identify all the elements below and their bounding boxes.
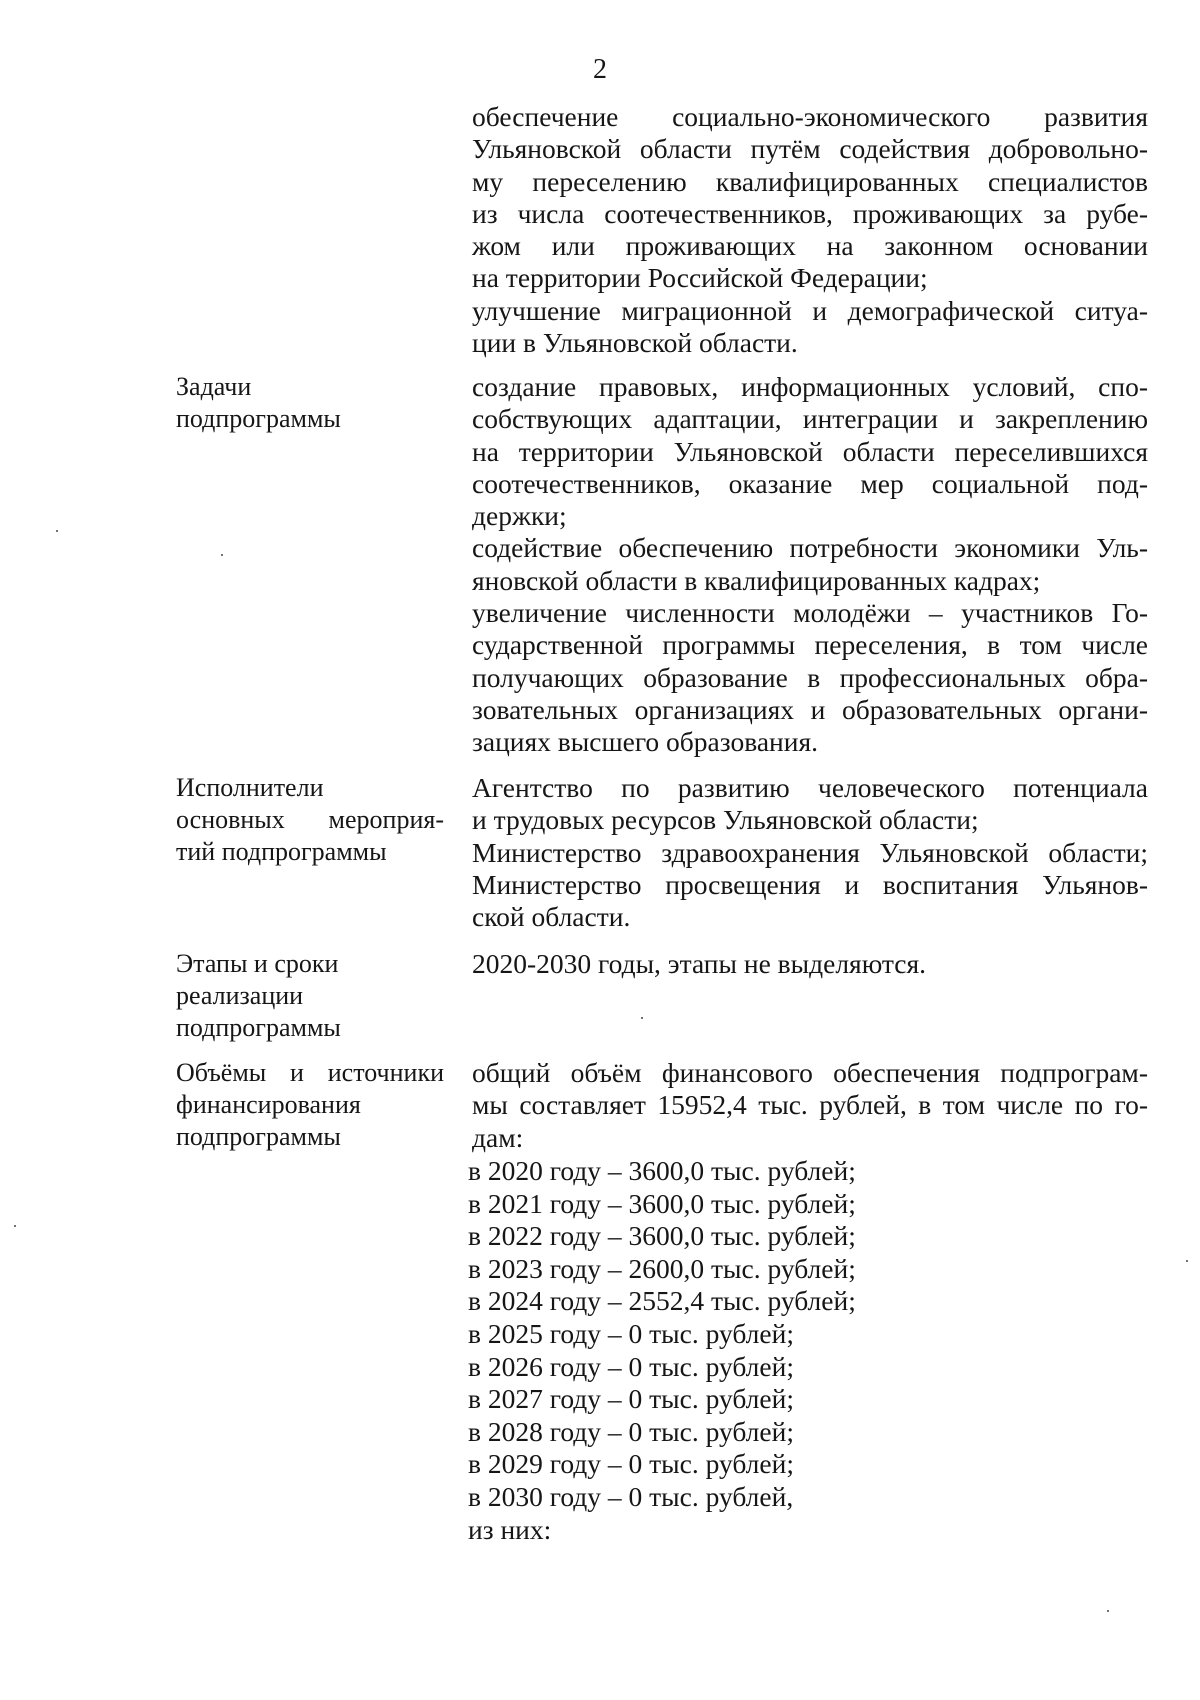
stages-text — [472, 948, 1148, 980]
label-line: Исполнители — [176, 773, 324, 802]
funding-text — [472, 1057, 1148, 1154]
text-line: сударственной программы переселения, в том числе — [472, 629, 1148, 661]
text-line: содействие обеспечению потребности экономики Уль- — [472, 532, 1148, 564]
text-line: Ульяновской области путём содействия добровольно- — [472, 133, 1148, 165]
year-funding-item: в 2028 году – 0 тыс. рублей; — [468, 1415, 794, 1447]
year-funding-item: в 2029 году – 0 тыс. рублей; — [468, 1448, 794, 1480]
text-line: ции в Ульяновской области. — [472, 327, 798, 359]
tasks-text — [472, 371, 1148, 759]
year-funding-item: в 2022 году – 3600,0 тыс. рублей; — [468, 1220, 856, 1252]
label-line: подпрограммы — [176, 404, 341, 433]
scan-speck — [221, 554, 223, 556]
scan-speck — [56, 530, 58, 532]
text-line: собствующих адаптации, интеграции и закреплению — [472, 403, 1148, 435]
year-funding-item: в 2023 году – 2600,0 тыс. рублей; — [468, 1252, 856, 1284]
executors-text — [472, 772, 1148, 933]
funding-years-list — [468, 1155, 856, 1546]
scan-speck — [1186, 1260, 1188, 1262]
year-funding-item: в 2024 году – 2552,4 тыс. рублей; — [468, 1285, 856, 1317]
executors-label — [176, 772, 444, 868]
year-funding-item: в 2027 году – 0 тыс. рублей; — [468, 1383, 794, 1415]
text-line: получающих образование в профессиональных обра- — [472, 661, 1148, 693]
label-line: подпрограммы — [176, 1122, 341, 1151]
text-line: зациях высшего образования. — [472, 726, 818, 758]
text-line: на территории Российской Федерации; — [472, 262, 928, 294]
text-line: улучшение миграционной и демографической ситуа- — [472, 294, 1148, 326]
label-line: Объёмы и источники — [176, 1058, 444, 1087]
text-line: держки; — [472, 500, 567, 532]
year-funding-item: в 2020 году – 3600,0 тыс. рублей; — [468, 1155, 856, 1186]
label-line: финансирования — [176, 1090, 361, 1119]
label-line: Этапы и сроки — [176, 949, 339, 978]
scan-speck — [1107, 1610, 1109, 1612]
text-line: Министерство просвещения и воспитания Ульянов- — [472, 868, 1148, 900]
text-line: соотечественников, оказание мер социальной под- — [472, 467, 1148, 499]
year-funding-item: в 2030 году – 0 тыс. рублей, — [468, 1480, 794, 1512]
year-funding-item: в 2026 году – 0 тыс. рублей; — [468, 1350, 794, 1382]
page-number: 2 — [593, 54, 607, 85]
label-line: подпрограммы — [176, 1013, 341, 1042]
scan-speck — [14, 1225, 16, 1227]
text-line: дам: — [472, 1121, 524, 1153]
label-line: тий подпрограммы — [176, 837, 387, 866]
text-line: и трудовых ресурсов Ульяновской области; — [472, 804, 979, 836]
text-line: обеспечение социально-экономического развития — [472, 101, 1148, 132]
year-funding-item: в 2025 году – 0 тыс. рублей; — [468, 1317, 794, 1349]
stages-label — [176, 948, 444, 1044]
year-funding-item: в 2021 году – 3600,0 тыс. рублей; — [468, 1187, 856, 1219]
text-line: му переселению квалифицированных специалистов — [472, 165, 1148, 197]
label-line: реализации — [176, 981, 304, 1010]
text-line: Министерство здравоохранения Ульяновской области; — [472, 836, 1148, 868]
label-line: Задачи — [176, 372, 252, 401]
text-line: общий объём финансового обеспечения подпрограм- — [472, 1057, 1148, 1088]
funding-tail: из них: — [468, 1513, 552, 1545]
text-line: жом или проживающих на законном основании — [472, 230, 1148, 262]
text-line: яновской области в квалифицированных кадрах; — [472, 564, 1041, 596]
text-line: мы составляет 15952,4 тыс. рублей, в том числе по го- — [472, 1089, 1148, 1121]
funding-label — [176, 1057, 444, 1153]
text-line: ской области. — [472, 901, 631, 933]
text-line: на территории Ульяновской области переселившихся — [472, 435, 1148, 467]
text-line: увеличение численности молодёжи – участников Го- — [472, 597, 1148, 629]
tasks-label — [176, 371, 444, 435]
goals-text — [472, 101, 1148, 359]
text-line: 2020-2030 годы, этапы не выделяются. — [472, 948, 926, 979]
text-line: создание правовых, информационных условий, спо- — [472, 371, 1148, 402]
scan-speck — [641, 1017, 643, 1019]
label-line: основных мероприя- — [176, 805, 444, 834]
text-line: зовательных организациях и образовательных органи- — [472, 693, 1148, 725]
text-line: Агентство по развитию человеческого потенциала — [472, 772, 1148, 803]
text-line: из числа соотечественников, проживающих за рубе- — [472, 197, 1148, 229]
